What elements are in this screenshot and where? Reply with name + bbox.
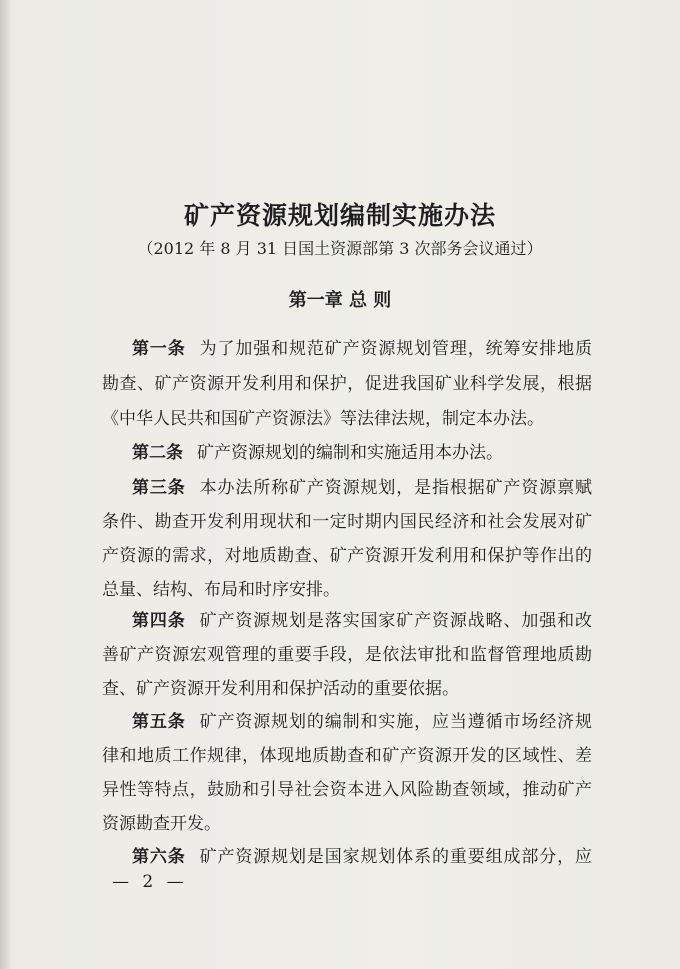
page-number: — 2 —	[112, 872, 188, 892]
article-5-line-1: 第五条 矿产资源规划的编制和实施，应当遵循市场经济规	[132, 712, 592, 732]
article-1-label: 第一条	[132, 339, 186, 359]
page-fold-shadow	[0, 0, 10, 969]
article-3-line-2: 条件、勘查开发利用现状和一定时期内国民经济和社会发展对矿	[102, 512, 592, 532]
article-1-line-3: 《中华人民共和国矿产资源法》等法律法规，制定本办法。	[102, 409, 544, 429]
article-5-line-3: 异性等特点，鼓励和引导社会资本进入风险勘查领域，推动矿产	[102, 780, 592, 800]
chapter-heading: 第一章 总 则	[288, 290, 392, 311]
article-2-label: 第二条	[132, 443, 183, 463]
article-4-line-2: 善矿产资源宏观管理的重要手段，是依法审批和监督管理地质勘	[102, 645, 592, 665]
article-5-label: 第五条	[132, 712, 186, 732]
article-1-line-1: 第一条 为了加强和规范矿产资源规划管理，统筹安排地质	[132, 339, 592, 359]
article-4-label: 第四条	[132, 611, 186, 631]
article-3-line-3: 产资源的需求，对地质勘查、矿产资源开发利用和保护等作出的	[102, 546, 592, 566]
article-6-label: 第六条	[132, 847, 186, 867]
document-title: 矿产资源规划编制实施办法	[183, 201, 496, 230]
article-3-label: 第三条	[132, 478, 186, 498]
article-3-line-1: 第三条 本办法所称矿产资源规划，是指根据矿产资源禀赋	[132, 478, 592, 498]
article-1-line-2: 勘查、矿产资源开发利用和保护，促进我国矿业科学发展，根据	[102, 374, 592, 394]
article-3-line-4: 总量、结构、布局和时序安排。	[102, 580, 340, 600]
article-6-line-1: 第六条 矿产资源规划是国家规划体系的重要组成部分，应	[132, 847, 592, 867]
article-4-line-3: 查、矿产资源开发利用和保护活动的重要依据。	[102, 679, 459, 699]
document-subtitle: （2012 年 8 月 31 日国土资源部第 3 次部务会议通过）	[137, 239, 543, 258]
article-2-line-1: 第二条 矿产资源规划的编制和实施适用本办法。	[132, 443, 503, 463]
article-5-line-2: 律和地质工作规律，体现地质勘查和矿产资源开发的区域性、差	[102, 746, 592, 766]
article-5-line-4: 资源勘查开发。	[102, 814, 221, 834]
article-4-line-1: 第四条 矿产资源规划是落实国家矿产资源战略、加强和改	[132, 611, 592, 631]
